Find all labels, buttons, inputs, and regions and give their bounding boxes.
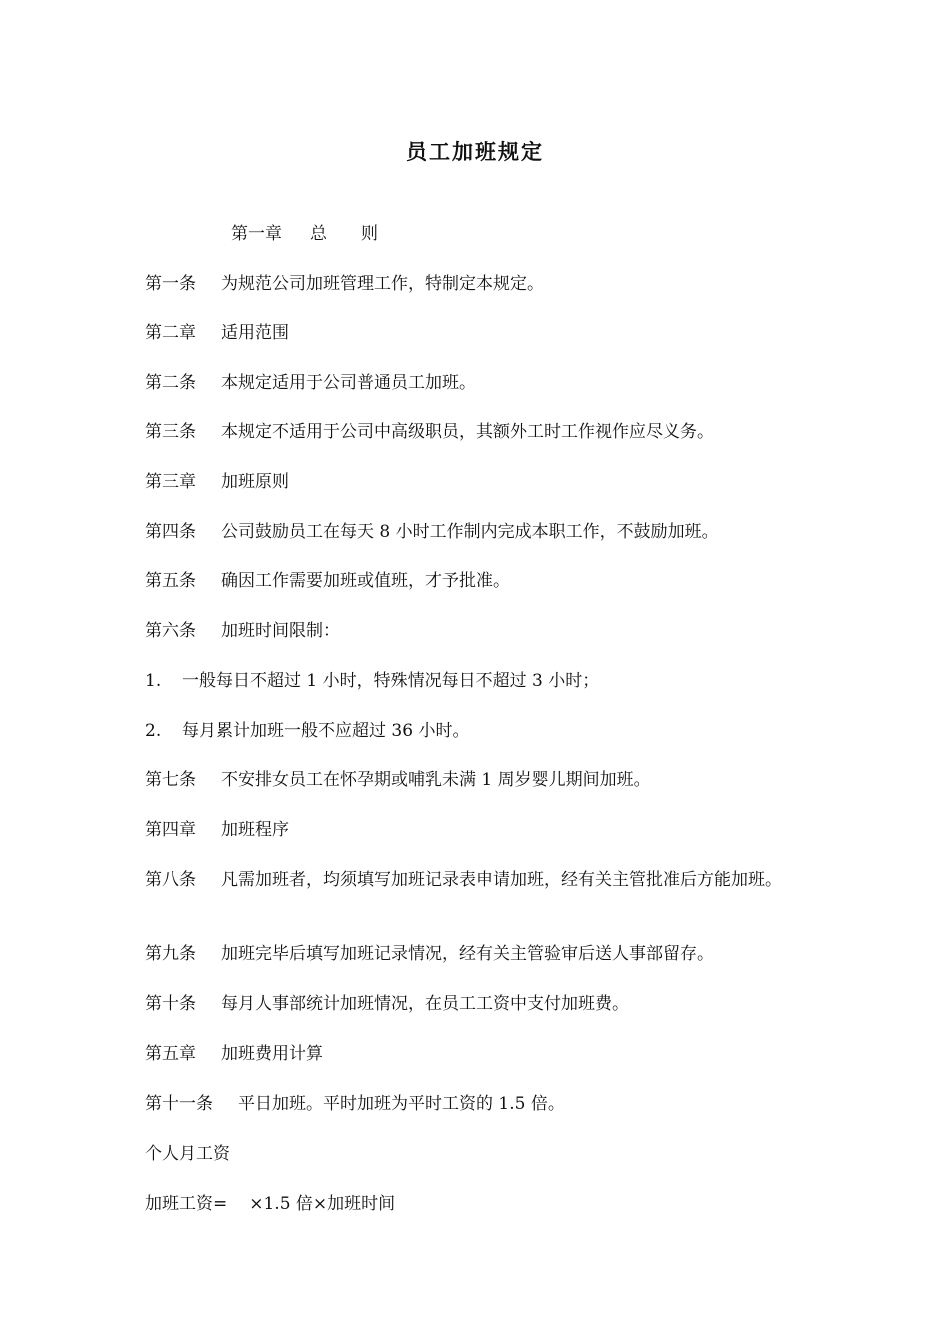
article-line xyxy=(145,272,544,296)
list-item xyxy=(145,719,469,743)
list-item xyxy=(145,669,599,693)
article-number: 第三条 xyxy=(145,422,196,442)
article-line xyxy=(145,868,815,892)
article-line xyxy=(145,992,629,1016)
formula-label xyxy=(145,1142,230,1166)
article-line xyxy=(145,1092,565,1116)
article-text: 凡需加班者，均须填写加班记录表申请加班，经有关主管批准后方能加班。 xyxy=(221,870,782,890)
article-number: 第八条 xyxy=(145,870,196,890)
list-item-text: 每月累计加班一般不应超过 36 小时。 xyxy=(182,721,470,741)
article-number: 第二条 xyxy=(145,373,196,393)
article-line xyxy=(145,768,651,792)
chapter-title: 加班费用计算 xyxy=(221,1044,323,1064)
chapter-number: 第三章 xyxy=(145,472,196,492)
article-text: 为规范公司加班管理工作，特制定本规定。 xyxy=(221,274,544,294)
chapter-title: 适用范围 xyxy=(221,323,289,343)
chapter-number: 第二章 xyxy=(145,323,196,343)
article-line xyxy=(145,371,476,395)
list-item-text: 一般每日不超过 1 小时，特殊情况每日不超过 3 小时； xyxy=(182,671,600,691)
article-number: 第一条 xyxy=(145,274,196,294)
article-line xyxy=(145,569,510,593)
article-text: 不安排女员工在怀孕期或哺乳未满 1 周岁婴儿期间加班。 xyxy=(221,770,651,790)
chapter-heading xyxy=(145,470,289,494)
formula-label-text: 个人月工资 xyxy=(145,1144,230,1164)
article-text: 加班时间限制： xyxy=(221,621,340,641)
article-number: 第四条 xyxy=(145,522,196,542)
article-line xyxy=(145,520,719,544)
article-line xyxy=(145,942,714,966)
chapter-number: 第四章 xyxy=(145,820,196,840)
chapter-heading xyxy=(145,818,289,842)
chapter-title: 加班程序 xyxy=(221,820,289,840)
article-number: 第十条 xyxy=(145,994,196,1014)
article-number: 第七条 xyxy=(145,770,196,790)
article-number: 第九条 xyxy=(145,944,196,964)
article-text: 公司鼓励员工在每天 8 小时工作制内完成本职工作，不鼓励加班。 xyxy=(221,522,719,542)
list-item-number: 2. xyxy=(145,721,162,741)
chapter-heading xyxy=(231,222,378,246)
formula-line xyxy=(145,1192,395,1216)
chapter-title: 加班原则 xyxy=(221,472,289,492)
article-number: 第六条 xyxy=(145,621,196,641)
article-line xyxy=(145,420,714,444)
article-text: 加班完毕后填写加班记录情况，经有关主管验审后送人事部留存。 xyxy=(221,944,714,964)
chapter-heading xyxy=(145,1042,323,1066)
article-text: 本规定适用于公司普通员工加班。 xyxy=(221,373,476,393)
formula-lead: 加班工资= xyxy=(145,1194,228,1214)
article-number: 第十一条 xyxy=(145,1094,213,1114)
article-text: 本规定不适用于公司中高级职员，其额外工时工作视作应尽义务。 xyxy=(221,422,714,442)
chapter-heading xyxy=(145,321,289,345)
article-text: 确因工作需要加班或值班，才予批准。 xyxy=(221,571,510,591)
article-text: 每月人事部统计加班情况，在员工工资中支付加班费。 xyxy=(221,994,629,1014)
document-title: 员工加班规定 xyxy=(406,140,544,164)
article-line xyxy=(145,619,340,643)
article-number: 第五条 xyxy=(145,571,196,591)
formula-text: ×1.5 倍×加班时间 xyxy=(249,1194,396,1214)
chapter-number: 第一章 xyxy=(231,224,282,244)
list-item-number: 1. xyxy=(145,671,162,691)
article-text: 平日加班。平时加班为平时工资的 1.5 倍。 xyxy=(238,1094,565,1114)
chapter-title: 总 则 xyxy=(310,224,378,244)
chapter-number: 第五章 xyxy=(145,1044,196,1064)
